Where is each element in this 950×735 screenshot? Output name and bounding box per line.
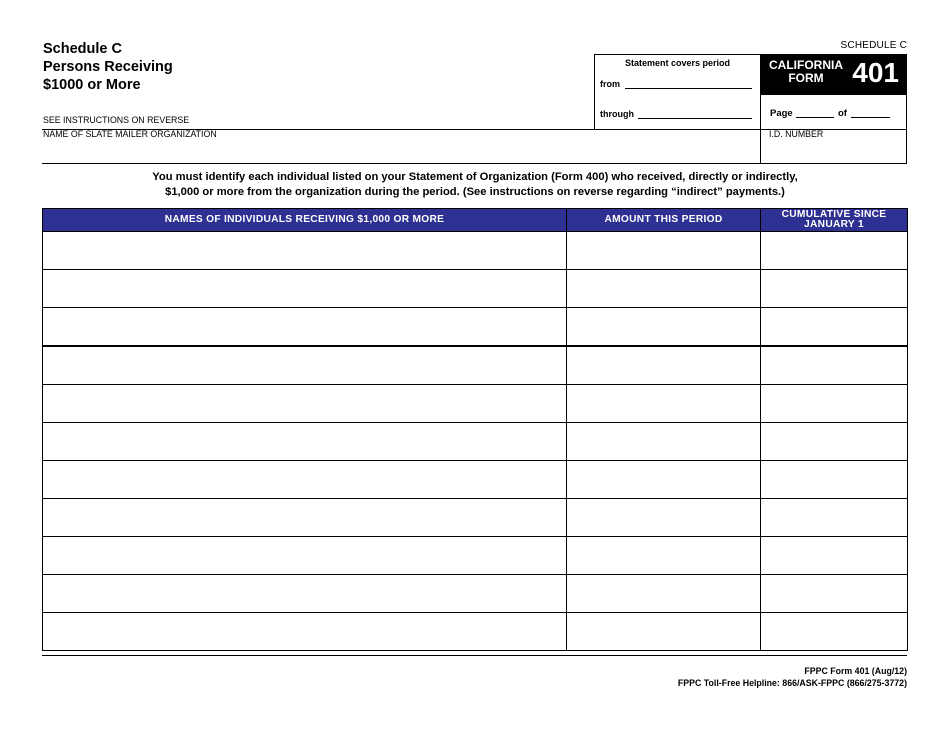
amount-cell[interactable] — [567, 537, 761, 575]
amount-cell[interactable] — [567, 308, 761, 347]
cumulative-cell[interactable] — [761, 270, 908, 308]
cumulative-cell[interactable] — [761, 308, 908, 347]
table-row — [43, 575, 908, 613]
org-name-field[interactable] — [44, 142, 756, 160]
instructions-line: You must identify each individual listed on your Statement of Organization (Form 400) who received, directly or indirectly, — [152, 171, 798, 183]
name-cell[interactable] — [43, 232, 567, 270]
cumulative-cell[interactable] — [761, 423, 908, 461]
id-divider — [760, 95, 761, 163]
amount-cell[interactable] — [567, 461, 761, 499]
page-number-field[interactable] — [796, 106, 834, 118]
name-cell[interactable] — [43, 537, 567, 575]
title-line: Schedule C — [43, 41, 122, 57]
cumulative-cell[interactable] — [761, 575, 908, 613]
form-title — [43, 40, 173, 94]
table-bottom-rule — [42, 655, 907, 656]
name-cell[interactable] — [43, 346, 567, 385]
cumulative-cell[interactable] — [761, 499, 908, 537]
name-cell[interactable] — [43, 613, 567, 651]
from-date-field[interactable] — [625, 77, 752, 89]
cumulative-cell[interactable] — [761, 346, 908, 385]
amount-cell[interactable] — [567, 346, 761, 385]
form-version: FPPC Form 401 (Aug/12) — [804, 666, 907, 676]
of-label: of — [838, 108, 847, 119]
see-instructions: SEE INSTRUCTIONS ON REVERSE — [43, 115, 190, 125]
name-cell[interactable] — [43, 270, 567, 308]
table-row — [43, 385, 908, 423]
badge-line: CALIFORNIA — [769, 58, 843, 72]
name-cell[interactable] — [43, 575, 567, 613]
table-row — [43, 308, 908, 347]
period-label: Statement covers period — [624, 58, 731, 68]
table-row — [43, 423, 908, 461]
name-cell[interactable] — [43, 499, 567, 537]
col-header-names: NAMES OF INDIVIDUALS RECEIVING $1,000 OR MORE — [43, 209, 567, 232]
id-number-field[interactable] — [764, 142, 902, 160]
instructions-line: $1,000 or more from the organization during the period. (See instructions on reverse regarding “indirect” payments.) — [165, 186, 785, 198]
title-line: $1000 or More — [43, 77, 141, 93]
amount-cell[interactable] — [567, 423, 761, 461]
instructions — [43, 170, 907, 200]
title-line: Persons Receiving — [43, 59, 173, 75]
statement-period-box — [594, 54, 760, 130]
table-row — [43, 499, 908, 537]
badge-line: FORM — [788, 71, 824, 85]
from-label: from — [600, 79, 620, 89]
name-cell[interactable] — [43, 461, 567, 499]
org-name-label: NAME OF SLATE MAILER ORGANIZATION — [43, 129, 217, 139]
header-bottom-rule — [42, 163, 907, 164]
amount-cell[interactable] — [567, 613, 761, 651]
table-row — [43, 613, 908, 651]
cumulative-cell[interactable] — [761, 232, 908, 270]
name-cell[interactable] — [43, 423, 567, 461]
schedule-label: SCHEDULE C — [840, 40, 907, 51]
col-header-cumulative: CUMULATIVE SINCE JANUARY 1 — [761, 209, 908, 232]
through-label: through — [600, 109, 634, 119]
table-row — [43, 346, 908, 385]
col-header-amount: AMOUNT THIS PERIOD — [567, 209, 761, 232]
form-number-badge — [760, 54, 907, 95]
amount-cell[interactable] — [567, 232, 761, 270]
payees-table — [42, 208, 907, 651]
cumulative-cell[interactable] — [761, 461, 908, 499]
table-row — [43, 537, 908, 575]
badge-caption — [766, 59, 846, 85]
amount-cell[interactable] — [567, 385, 761, 423]
amount-cell[interactable] — [567, 270, 761, 308]
cumulative-cell[interactable] — [761, 385, 908, 423]
name-cell[interactable] — [43, 385, 567, 423]
page-total-field[interactable] — [851, 106, 890, 118]
amount-cell[interactable] — [567, 499, 761, 537]
table-row — [43, 232, 908, 270]
form-number: 401 — [852, 57, 899, 88]
table-row — [43, 270, 908, 308]
cumulative-cell[interactable] — [761, 537, 908, 575]
table-row — [43, 461, 908, 499]
through-date-field[interactable] — [638, 107, 752, 119]
name-cell[interactable] — [43, 308, 567, 347]
amount-cell[interactable] — [567, 575, 761, 613]
page-label: Page — [770, 108, 793, 119]
cumulative-cell[interactable] — [761, 613, 908, 651]
id-number-label: I.D. NUMBER — [769, 129, 824, 139]
helpline: FPPC Toll-Free Helpline: 866/ASK-FPPC (866/275-3772) — [677, 678, 907, 688]
